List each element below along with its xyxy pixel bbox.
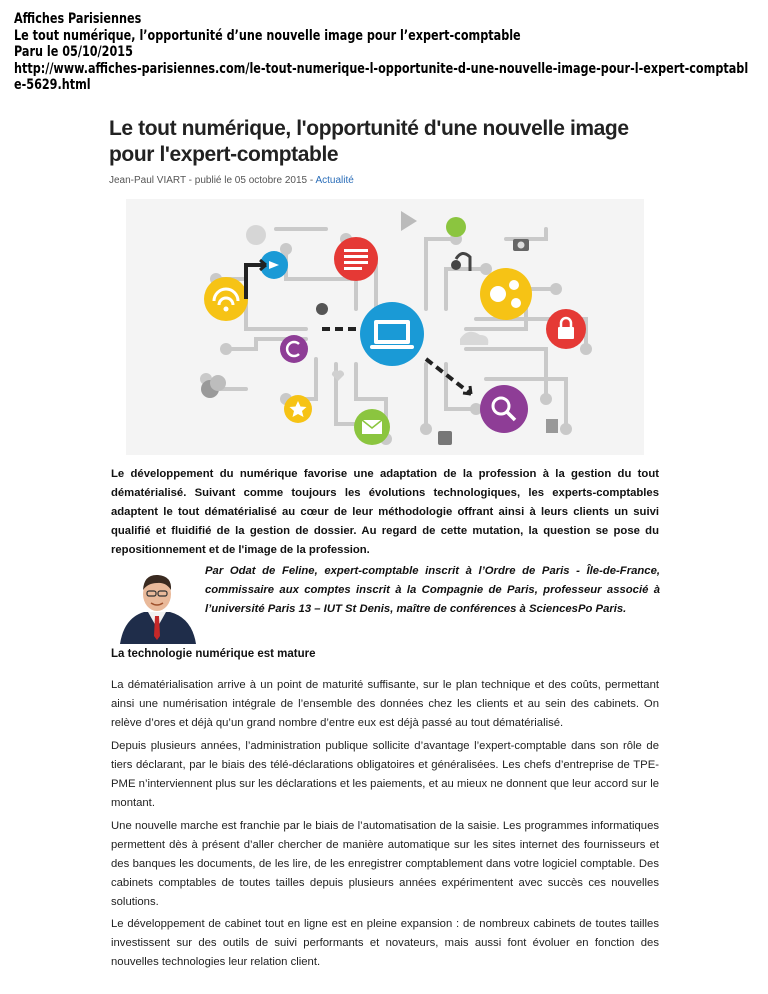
author-bio: Par Odat de Feline, expert-comptable inscrit à l’Ordre de Paris - Île-de-France, commissaire aux comptes inscrit à la Compagnie de Paris, professeur associé à l’université Paris 13 – IUT St Denis, maître de conférences à SciencesPo Paris. [205,565,660,615]
clipping-header [14,11,749,94]
article-header [109,116,659,186]
body-paragraph: La dématérialisation arrive à un point de maturité suffisante, sur le plan technique et des coûts, permettant ainsi une numérisation intégrale de l’ensemble des données chez les clients et au sein des cabinets. On relève d’ores et déjà qu’un grand nombre d’entre eux est déjà passé au tout dématérialisé. [111,679,659,729]
digital-network-illustration [126,199,644,455]
source-url[interactable]: http://www.affiches-parisiennes.com/le-tout-numerique-l-opportunite-d-une-nouvelle-image-pour-l-expert-comptable-5629.html [14,60,749,93]
article-byline [109,175,659,186]
body-paragraph: Depuis plusieurs années, l’administration publique sollicite d’avantage l’expert-comptable dans son rôle de tiers déclarant, par le biais des télé-déclarations obligatoires et généralisées. Les chefs d’entreprise de TPE-PME n’interviennent plus sur les déclarations et les paiements, et au mieux ne donnent que leur accord sur le montant. [111,740,659,809]
article-title: Le tout numérique, l'opportunité d'une nouvelle image pour l'expert-comptable [109,117,629,166]
hero-illustration [126,199,644,455]
body-paragraph: Une nouvelle marche est franchie par le biais de l’automatisation de la saisie. Les programmes informatiques permettent dès à présent d’aller chercher de manière automatique sur les sites internet des fournisseurs et des banques les documents, de les lire, de les enregistrer comptablement dans votre logiciel comptable. Des cabinets comptables de toutes tailles depuis plusieurs années expérimentent avec succès ces nouvelles solutions. [111,820,659,908]
publication-date: Paru le 05/10/2015 [14,44,133,60]
clipping-headline: Le tout numérique, l’opportunité d’une nouvelle image pour l’expert-comptable [14,27,521,44]
author-photo [114,566,200,644]
category-link[interactable]: Actualité [315,175,354,186]
publication-name: Affiches Parisiennes [14,11,142,27]
article-lead: Le développement du numérique favorise une adaptation de la profession à la gestion du tout dématérialisé. Suivant comme toujours les évolutions technologiques, les experts-comptables adaptent le tout dématérialisé au cœur de leur méthodologie offrant ainsi à leurs clients un suivi qualifié et fluidifié de la gestion de dossier. Au regard de cette mutation, la question se pose du repositionnement et de l'image de la profession. [111,468,659,556]
body-paragraph: Le développement de cabinet tout en ligne est en pleine expansion : de nombreux cabinets de toutes tailles investissent sur des outils de suivi performants et novateurs, mais aussi font évoluer en fonction des nouvelles technologies leur relation client. [111,918,659,968]
section-title: La technologie numérique est mature [111,648,316,660]
byline-text: Jean-Paul VIART - publié le 05 octobre 2015 - [109,175,316,186]
author-portrait [114,566,200,644]
